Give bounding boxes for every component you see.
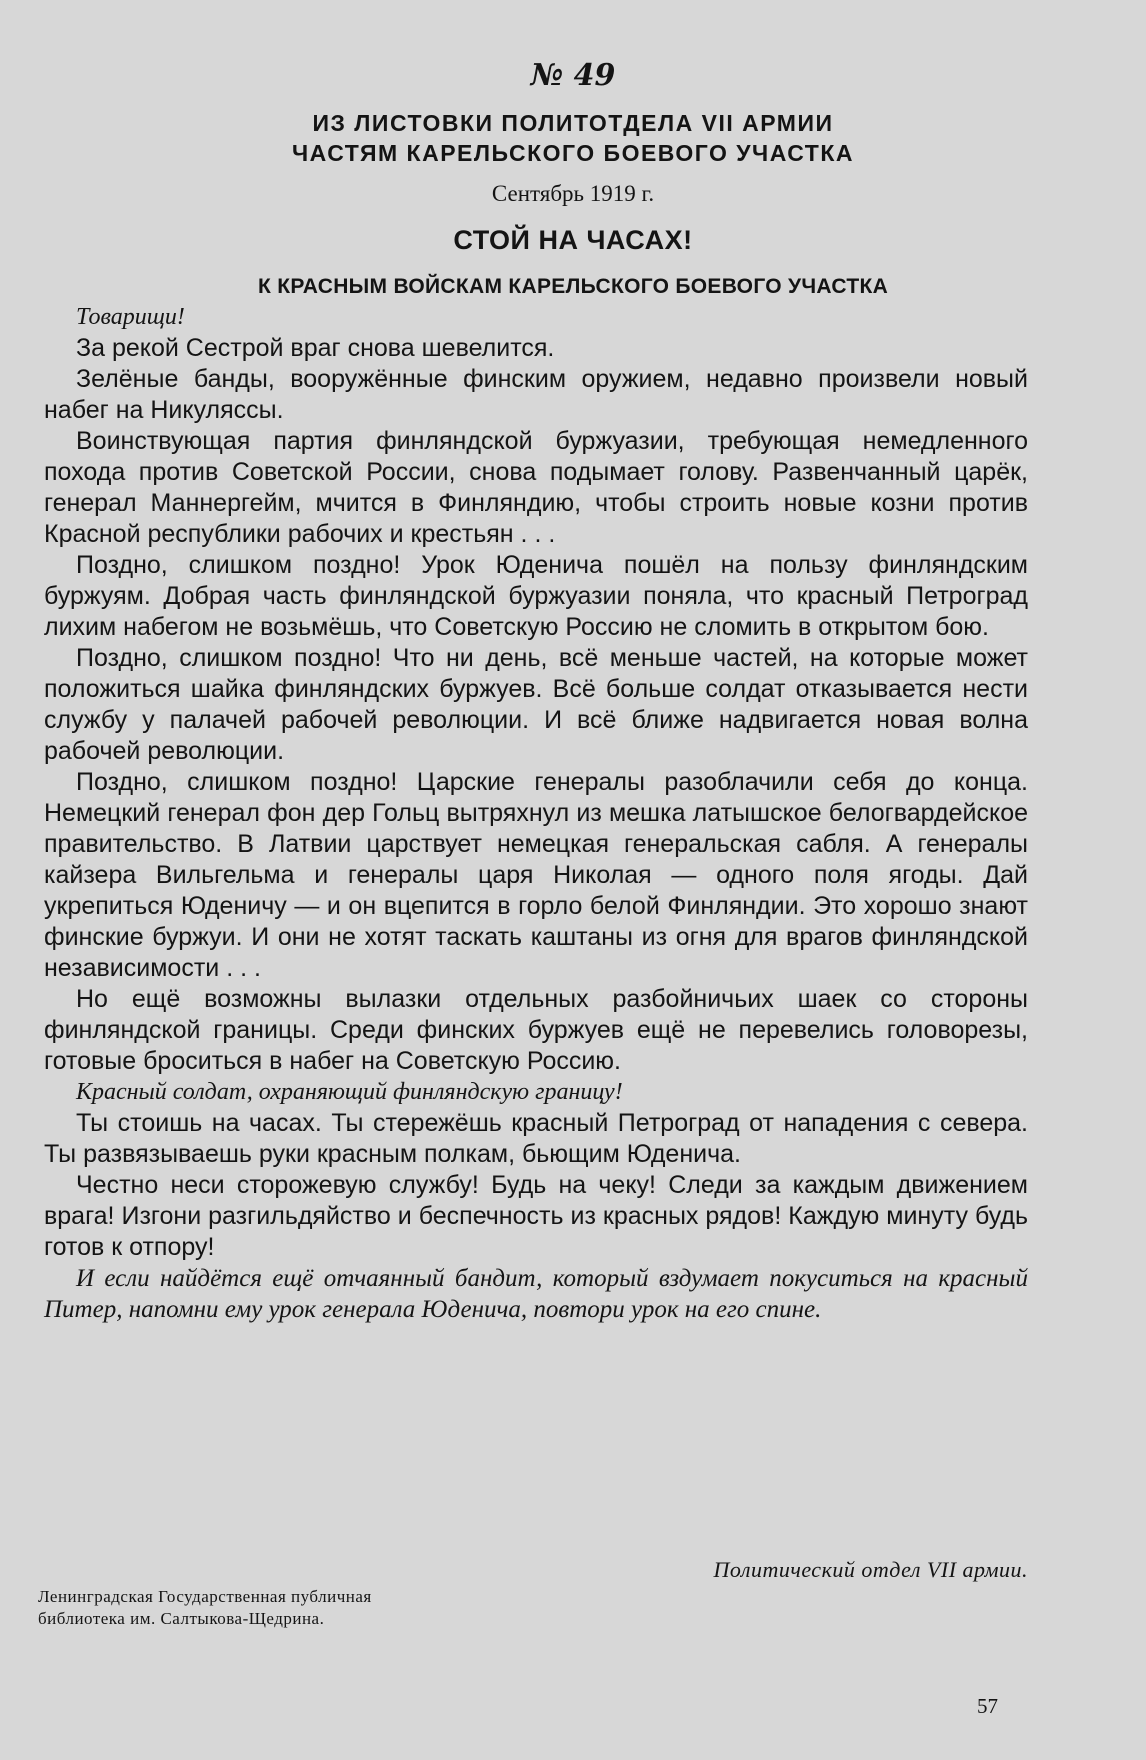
page-number: 57 <box>977 1694 998 1718</box>
final-paragraph: И если найдётся ещё отчаянный бандит, который вздумает покуситься на красный Питер, напомни ему урок генерала Юденича, повтори урок на его спине. <box>44 1265 1028 1323</box>
signature: Политический отдел VII армии. <box>713 1557 1028 1582</box>
document-heading-line-2: ЧАСТЯМ КАРЕЛЬСКОГО БОЕВОГО УЧАСТКА <box>292 140 854 166</box>
appeal-line: Красный солдат, охраняющий финляндскую границу! <box>76 1079 623 1105</box>
paragraph: Поздно, слишком поздно! Что ни день, всё меньше частей, на которые может положиться шайка финляндских буржуев. Всё больше солдат отказывается нести службу у палачей рабочей революции. И всё ближе надвигается новая волна рабочей революции. <box>44 644 1028 765</box>
paragraph: Но ещё возможны вылазки отдельных разбойничьих шаек со стороны финляндской границы. Среди финских буржуев ещё не перевелись головорезы, готовые броситься в набег на Советскую Россию. <box>44 985 1028 1075</box>
source-line-2: библиотека им. Салтыкова-Щедрина. <box>38 1609 325 1628</box>
paragraph: Воинствующая партия финляндской буржуазии, требующая немедленного похода против Советской России, снова подымает голову. Развенчанный царёк, генерал Маннергейм, мчится в Финляндию, чтобы строить новые козни против Красной республики рабочих и крестьян . . . <box>44 427 1028 548</box>
salutation: Товарищи! <box>76 304 185 330</box>
source-note <box>38 1586 372 1630</box>
document-number: № 49 <box>530 58 616 93</box>
document-date: Сентябрь 1919 г. <box>491 181 655 206</box>
paragraph: За рекой Сестрой враг снова шевелится. <box>76 334 555 362</box>
paragraph: Поздно, слишком поздно! Царские генералы разоблачили себя до конца. Немецкий генерал фон дер Гольц вытряхнул из мешка латышское белогвардейское правительство. В Латвии царствует немецкая генеральская сабля. А генералы кайзера Вильгельма и генералы царя Николая — одного поля ягоды. Дай укрепиться Юденичу — и он вцепится в горло белой Финляндии. Это хорошо знают финские буржуи. И они не хотят таскать каштаны из огня для врагов финляндской независимости . . . <box>44 768 1028 982</box>
paragraph: Честно неси сторожевую службу! Будь на чеку! Следи за каждым движением врага! Изгони разгильдяйство и беспечность из красных рядов! Каждую минуту будь готов к отпору! <box>44 1171 1028 1261</box>
source-line-1: Ленинградская Государственная публичная <box>38 1587 372 1606</box>
leaflet-title: СТОЙ НА ЧАСАХ! <box>453 225 693 255</box>
paragraph: Ты стоишь на часах. Ты стережёшь красный Петроград от нападения с севера. Ты развязываешь руки красным полкам, бьющим Юденича. <box>44 1109 1028 1168</box>
leaflet-address: К КРАСНЫМ ВОЙСКАМ КАРЕЛЬСКОГО БОЕВОГО УЧАСТКА <box>257 275 889 298</box>
leaflet-body <box>44 302 1028 1325</box>
paragraph: Зелёные банды, вооружённые финским оружием, недавно произвели новый набег на Никуляссы. <box>44 365 1028 424</box>
document-heading-line-1: ИЗ ЛИСТОВКИ ПОЛИТОТДЕЛА VII АРМИИ <box>312 110 834 136</box>
paragraph: Поздно, слишком поздно! Урок Юденича пошёл на пользу финляндским буржуям. Добрая часть финляндской буржуазии поняла, что красный Петроград лихим набегом не возьмёшь, что Советскую Россию не сломить в открытом бою. <box>44 551 1028 641</box>
